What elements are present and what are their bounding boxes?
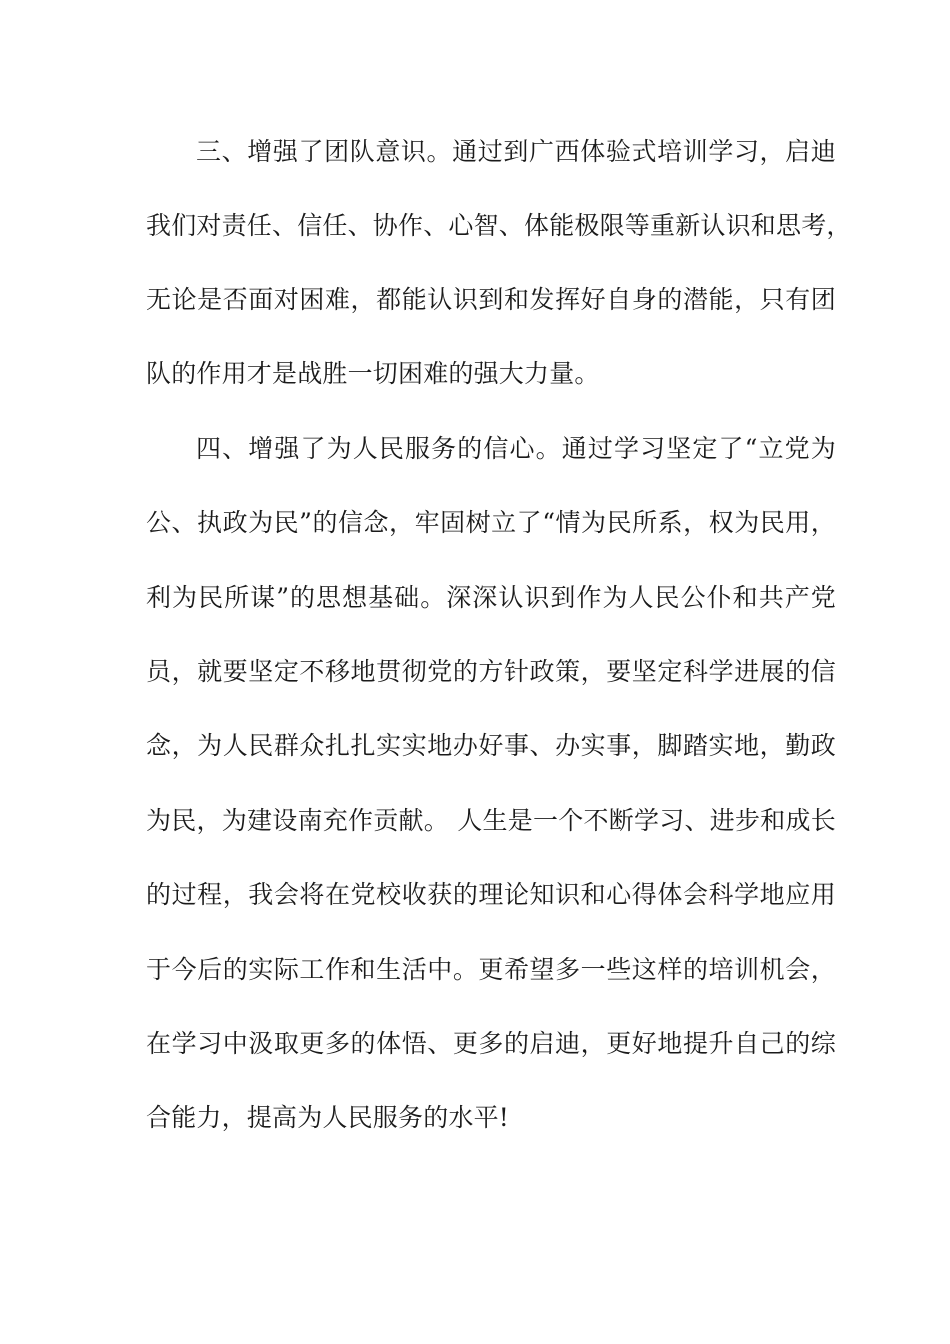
paragraph-2-line-7: 的过程，我会将在党校收获的理论知识和心得体会科学地应用 [146,880,836,909]
paragraph-2-line-4: 员，就要坚定不移地贯彻党的方针政策，要坚定科学进展的信 [146,657,836,686]
paragraph-2-line-2: 公、执政为民”的信念，牢固树立了“情为民所系，权为民用， [146,508,836,537]
paragraph-1-line-2: 我们对责任、信任、协作、心智、体能极限等重新认识和思考， [146,211,852,240]
paragraph-2-line-5: 念，为人民群众扎扎实实地办好事、办实事，脚踏实地，勤政 [146,731,836,760]
paragraph-1-line-1: 三、增强了团队意识。通过到广西体验式培训学习，启迪 [196,137,836,166]
paragraph-2-line-3: 利为民所谋”的思想基础。深深认识到作为人民公仆和共产党 [146,583,836,612]
paragraph-2-line-6: 为民，为建设南充作贡献。 人生是一个不断学习、进步和成长 [146,806,836,835]
paragraph-1-line-4: 队的作用才是战胜一切困难的强大力量。 [146,359,600,388]
paragraph-1-line-3: 无论是否面对困难，都能认识到和发挥好自身的潜能，只有团 [146,285,836,314]
paragraph-2-line-8: 于今后的实际工作和生活中。更希望多一些这样的培训机会， [146,955,836,984]
paragraph-2-line-1: 四、增强了为人民服务的信心。通过学习坚定了“立党为 [196,434,836,463]
paragraph-2-line-10: 合能力，提高为人民服务的水平! [146,1103,510,1132]
paragraph-2-line-9: 在学习中汲取更多的体悟、更多的启迪，更好地提升自己的综 [146,1029,836,1058]
